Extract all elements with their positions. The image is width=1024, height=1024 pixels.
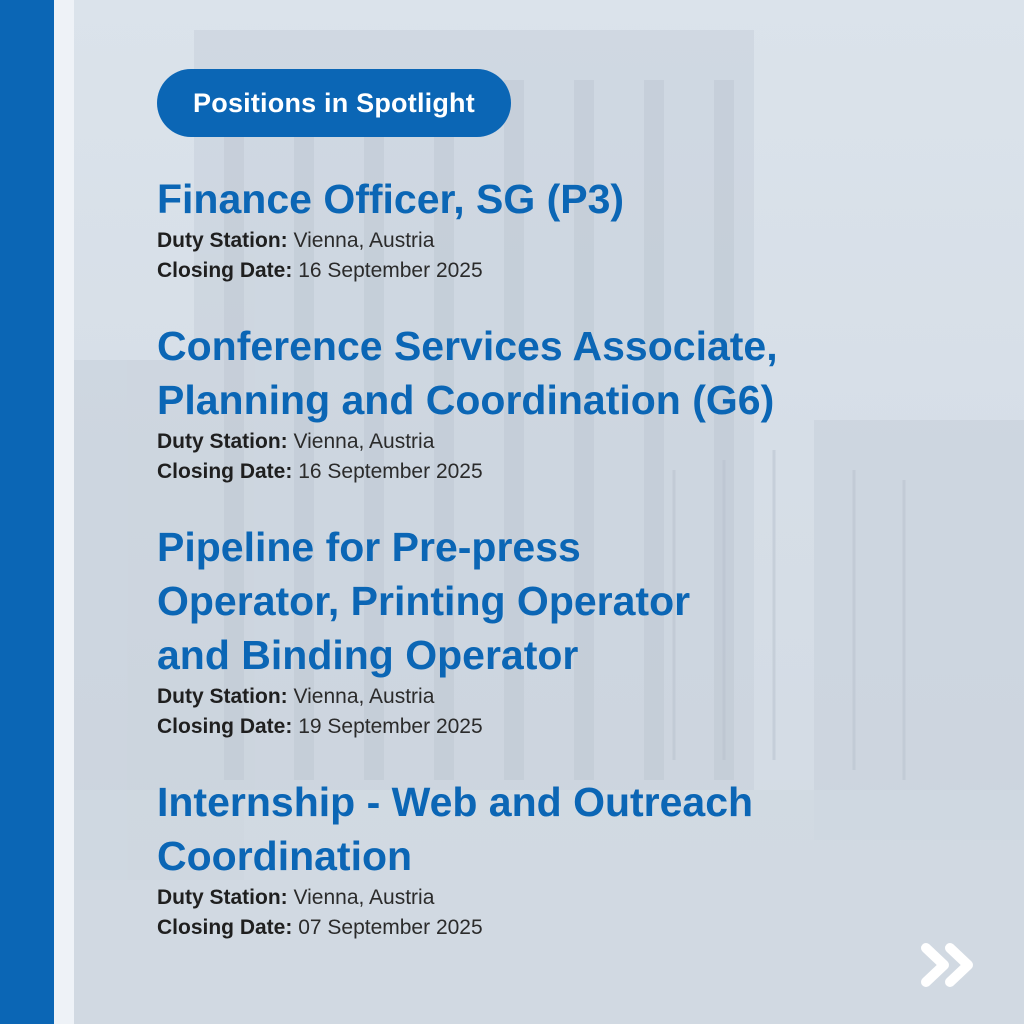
duty-station-value: Vienna, Austria (293, 685, 435, 708)
closing-date-line (157, 712, 690, 742)
duty-station-value: Vienna, Austria (293, 229, 435, 252)
duty-station-value: Vienna, Austria (293, 886, 435, 909)
closing-date-value: 16 September 2025 (298, 259, 483, 282)
closing-date-label: Closing Date: (157, 460, 293, 483)
closing-date-line (157, 256, 624, 286)
job-listing[interactable] (157, 520, 690, 742)
duty-station-line (157, 682, 690, 712)
closing-date-label: Closing Date: (157, 259, 293, 282)
duty-station-line (157, 226, 624, 256)
duty-station-line (157, 883, 753, 913)
closing-date-value: 19 September 2025 (298, 715, 483, 738)
closing-date-label: Closing Date: (157, 916, 293, 939)
job-listing[interactable] (157, 319, 778, 487)
duty-station-value: Vienna, Austria (293, 430, 435, 453)
left-accent-bar (0, 0, 54, 1024)
job-listing[interactable] (157, 775, 753, 943)
duty-station-label: Duty Station: (157, 886, 288, 909)
duty-station-label: Duty Station: (157, 229, 288, 252)
closing-date-line (157, 457, 778, 487)
closing-date-value: 07 September 2025 (298, 916, 483, 939)
double-chevron-right-icon[interactable] (918, 940, 984, 990)
closing-date-label: Closing Date: (157, 715, 293, 738)
job-title[interactable]: Finance Officer, SG (P3) (157, 176, 625, 222)
duty-station-label: Duty Station: (157, 685, 288, 708)
job-title[interactable]: Conference Services Associate, Planning and Coordination (G6) (157, 323, 778, 423)
job-title[interactable]: Pipeline for Pre-press Operator, Printing Operator and Binding Operator (157, 524, 691, 678)
positions-spotlight-badge: Positions in Spotlight (157, 69, 511, 137)
job-listing[interactable] (157, 172, 624, 286)
closing-date-line (157, 913, 753, 943)
left-accent-gap (54, 0, 74, 1024)
job-title[interactable]: Internship - Web and Outreach Coordination (157, 779, 754, 879)
closing-date-value: 16 September 2025 (298, 460, 483, 483)
duty-station-label: Duty Station: (157, 430, 288, 453)
duty-station-line (157, 427, 778, 457)
